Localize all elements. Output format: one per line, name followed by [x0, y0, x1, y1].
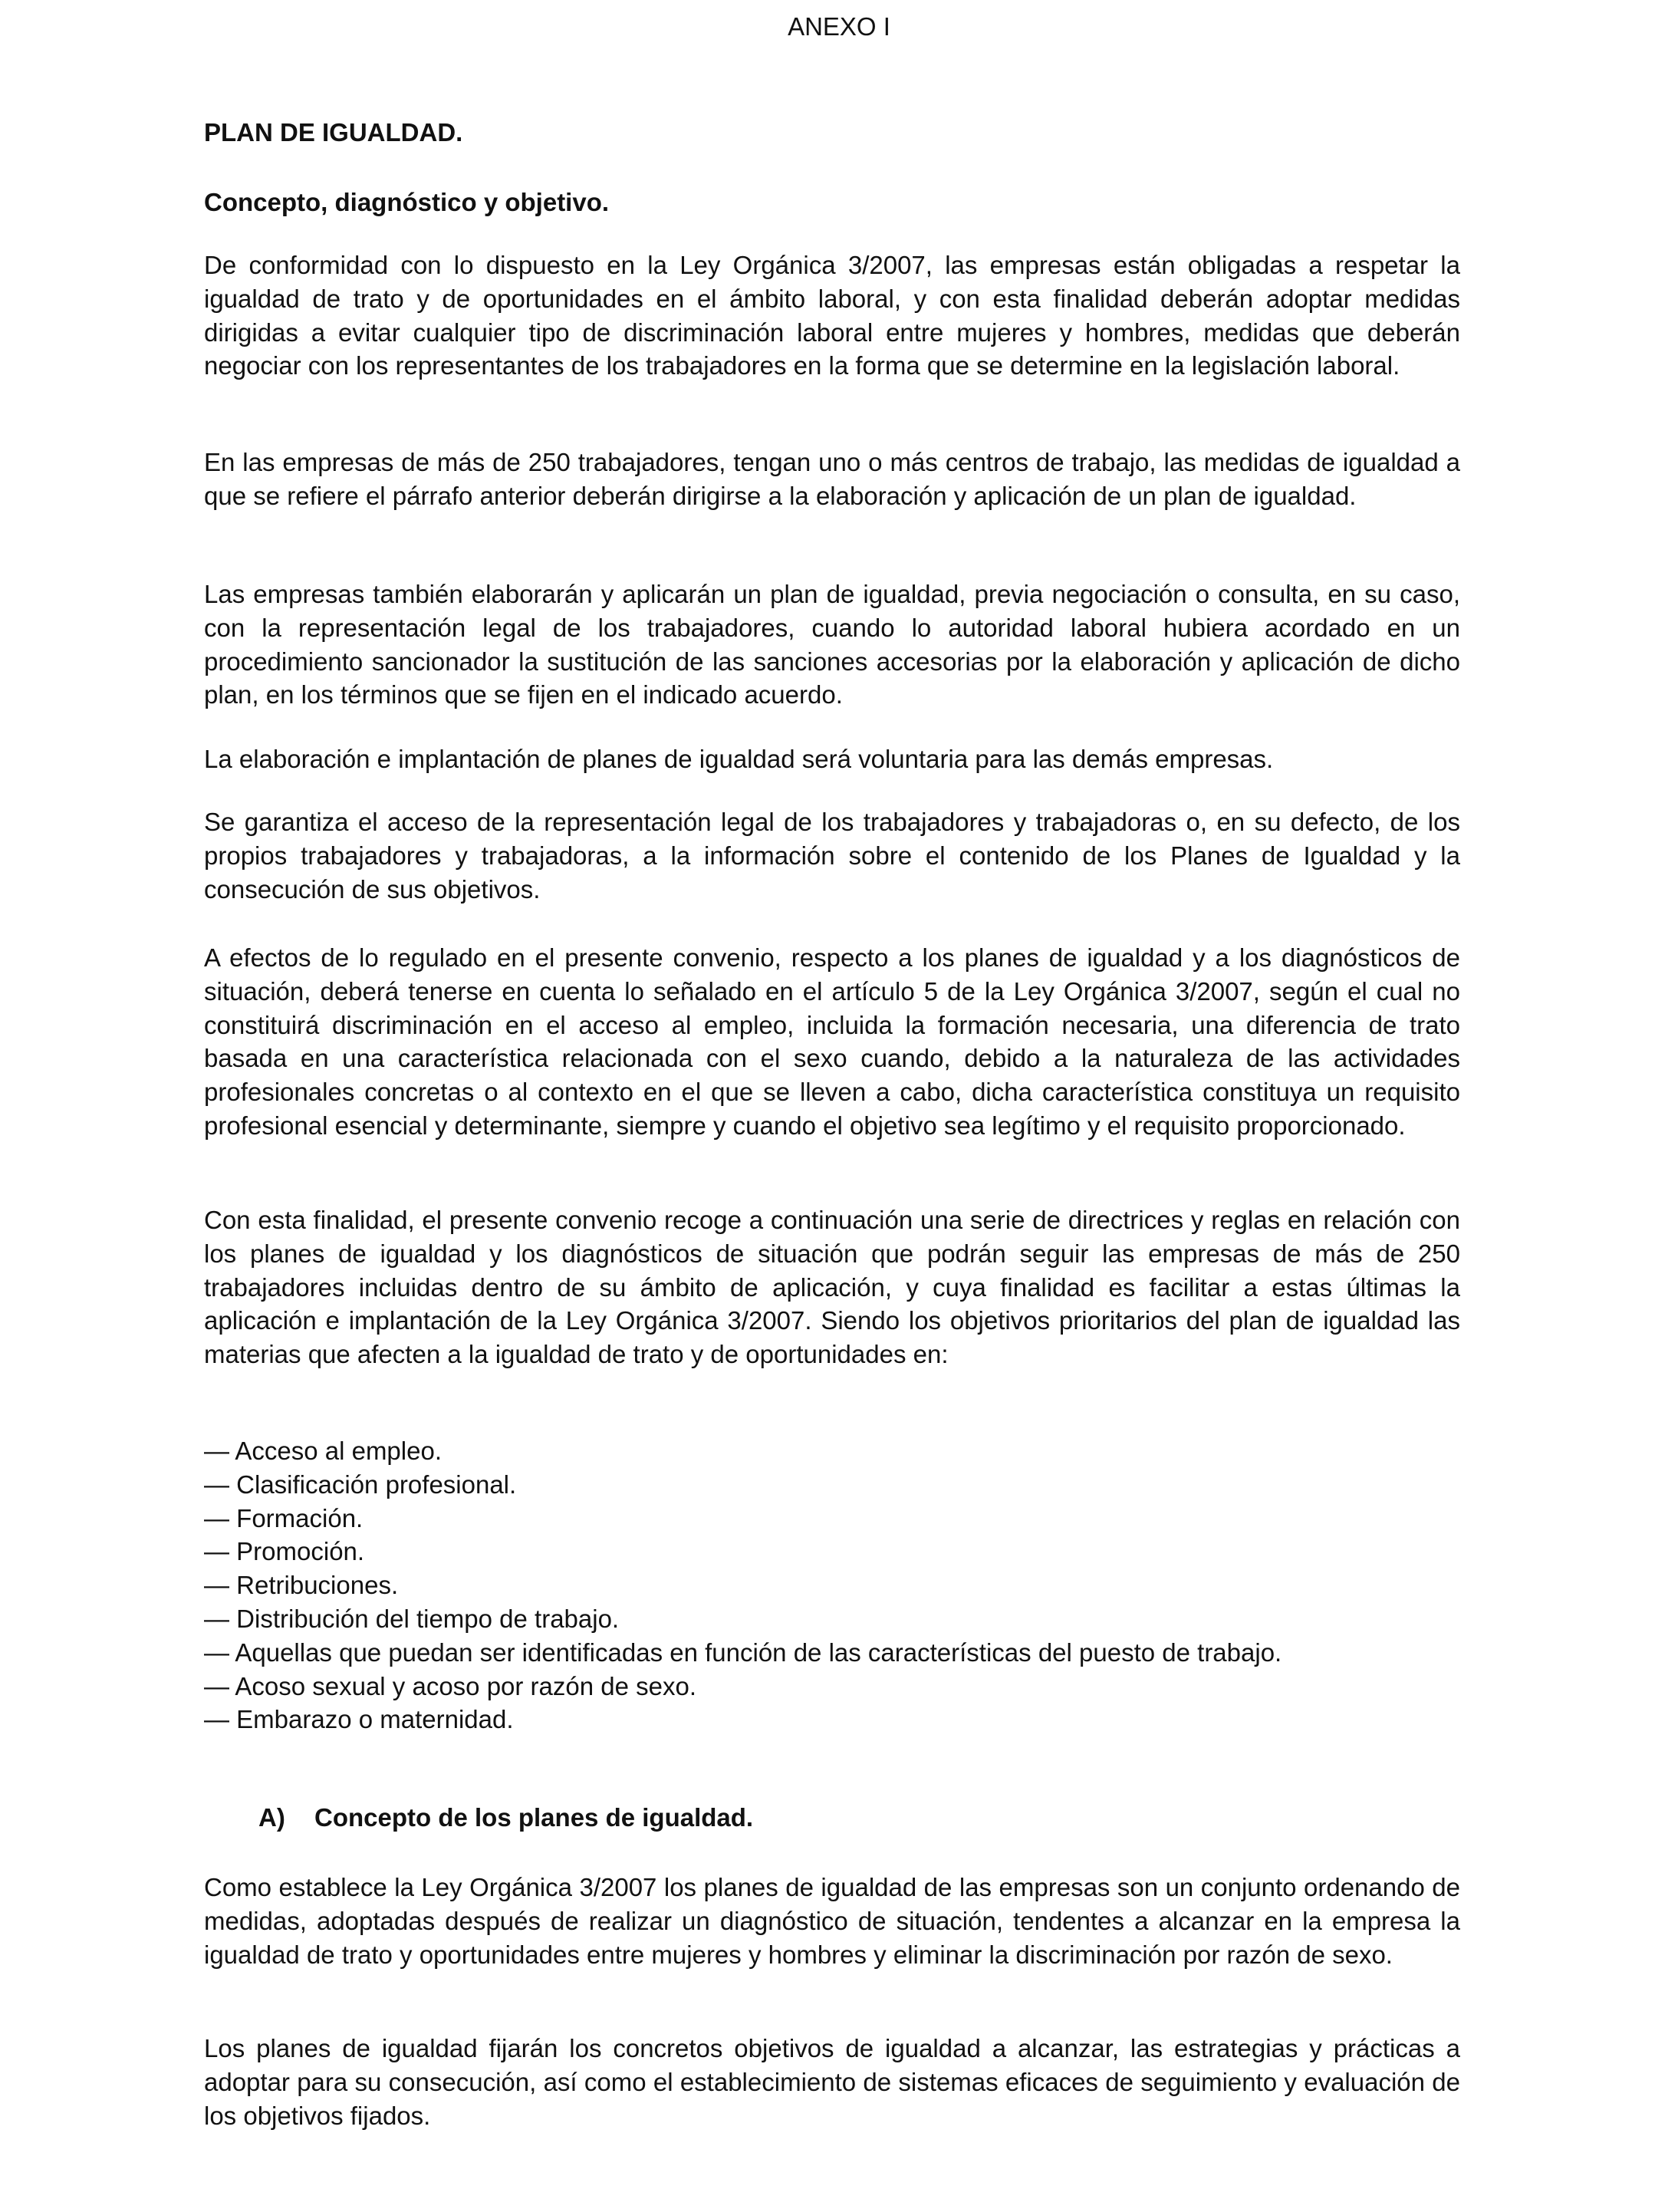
objectives-list	[204, 1434, 1460, 1736]
list-item: — Acceso al empleo.	[204, 1437, 442, 1465]
list-item: — Retribuciones.	[204, 1571, 399, 1600]
list-item: — Aquellas que puedan ser identificadas en función de las características del puesto de trabajo.	[204, 1638, 1282, 1667]
paragraph-2: En las empresas de más de 250 trabajadores, tengan uno o más centros de trabajo, las medidas de igualdad a que se refiere el párrafo anterior deberán dirigirse a la elaboración y aplicación de un plan de igualdad.	[204, 448, 1460, 510]
section-a-paragraph-1: Como establece la Ley Orgánica 3/2007 los planes de igualdad de las empresas son un conjunto ordenando de medidas, adoptadas después de realizar un diagnóstico de situación, tendentes a alcanzar en la empresa la igualdad de trato y oportunidades entre mujeres y hombres y eliminar la discriminación por razón de sexo.	[204, 1873, 1460, 1969]
paragraph-6: A efectos de lo regulado en el presente convenio, respecto a los planes de igualdad y a los diagnósticos de situación, deberá tenerse en cuenta lo señalado en el artículo 5 de la Ley Orgánica 3/2007, según el cual no constituirá discriminación en el acceso al empleo, incluida la formación necesaria, una diferencia de trato basada en una característica relacionada con el sexo cuando, debido a la naturaleza de las actividades profesionales concretas o al contexto en el que se lleven a cabo, dicha característica constituya un requisito profesional esencial y determinante, siempre y cuando el objetivo sea legítimo y el requisito proporcionado.	[204, 943, 1460, 1140]
paragraph-3: Las empresas también elaborarán y aplicarán un plan de igualdad, previa negociación o consulta, en su caso, con la representación legal de los trabajadores, cuando lo autoridad laboral hubiera acordado en un procedimiento sancionador la sustitución de las sanciones accesorias por la elaboración y aplicación de dicho plan, en los términos que se fijen en el indicado acuerdo.	[204, 580, 1460, 709]
document-heading: PLAN DE IGUALDAD.	[204, 118, 463, 146]
section-a-title: Concepto de los planes de igualdad.	[314, 1803, 754, 1832]
section-a-heading	[258, 1801, 753, 1835]
list-item: — Embarazo o maternidad.	[204, 1705, 514, 1734]
document-subheading: Concepto, diagnóstico y objetivo.	[204, 188, 610, 216]
paragraph-4: La elaboración e implantación de planes de igualdad será voluntaria para las demás empresas.	[204, 745, 1274, 773]
paragraph-5: Se garantiza el acceso de la representación legal de los trabajadores y trabajadoras o, en su defecto, de los propios trabajadores y trabajadoras, a la información sobre el contenido de los Planes de Igualdad y la consecución de sus objetivos.	[204, 808, 1460, 904]
list-item: — Promoción.	[204, 1537, 365, 1566]
annex-title: ANEXO I	[788, 12, 890, 41]
list-item: — Distribución del tiempo de trabajo.	[204, 1604, 620, 1633]
paragraph-1: De conformidad con lo dispuesto en la Ley Orgánica 3/2007, las empresas están obligadas a respetar la igualdad de trato y de oportunidades en el ámbito laboral, y con esta finalidad deberán adoptar medidas dirigidas a evitar cualquier tipo de discriminación laboral entre mujeres y hombres, medidas que deberán negociar con los representantes de los trabajadores en la forma que se determine en la legislación laboral.	[204, 251, 1460, 380]
section-a-paragraph-2: Los planes de igualdad fijarán los concretos objetivos de igualdad a alcanzar, las estrategias y prácticas a adoptar para su consecución, así como el establecimiento de sistemas eficaces de seguimiento y evaluación de los objetivos fijados.	[204, 2034, 1460, 2130]
list-item: — Acoso sexual y acoso por razón de sexo.	[204, 1671, 697, 1700]
list-item: — Formación.	[204, 1503, 364, 1532]
section-a-marker: A)	[258, 1803, 285, 1832]
list-item: — Clasificación profesional.	[204, 1470, 517, 1499]
paragraph-7: Con esta finalidad, el presente convenio recoge a continuación una serie de directrices y reglas en relación con los planes de igualdad y los diagnósticos de situación que podrán seguir las empresas de más de 250 trabajadores incluidas dentro de su ámbito de aplicación, y cuya finalidad es facilitar a estas últimas la aplicación e implantación de la Ley Orgánica 3/2007. Siendo los objetivos prioritarios del plan de igualdad las materias que afecten a la igualdad de trato y de oportunidades en:	[204, 1206, 1460, 1369]
